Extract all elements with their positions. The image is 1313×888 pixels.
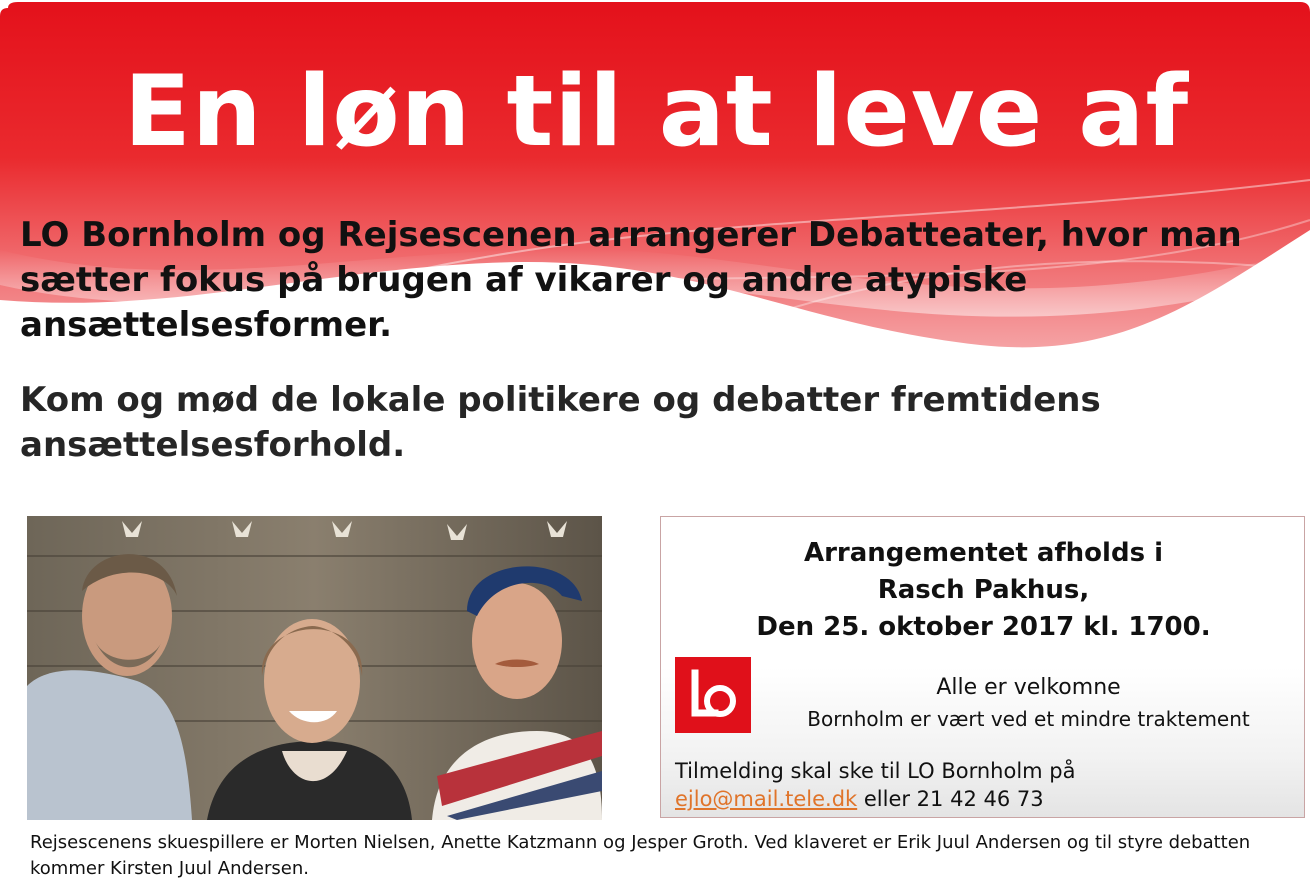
photo-caption: Rejsescenens skuespillere er Morten Nielsen, Anette Katzmann og Jesper Groth. Ved klaveret er Erik Juul Andersen og til styre debatten kommer Kirsten Juul Andersen. — [30, 832, 1251, 879]
lo-logo-icon — [675, 657, 751, 733]
invite-text: Kom og mød de lokale politikere og debatter fremtidens ansættelsesforhold. — [20, 380, 1101, 465]
welcome-block — [751, 672, 1306, 734]
intro-text: LO Bornholm og Rejsescenen arrangerer Debatteater, hvor man sætter fokus på brugen af vikarer og andre atypiske ansættelsesformer. — [20, 215, 1242, 345]
host-text: Bornholm er vært ved et mindre traktement — [807, 707, 1250, 731]
event-info-box — [660, 516, 1305, 818]
email-link[interactable]: ejlo@mail.tele.dk — [675, 787, 858, 811]
event-line-date: Den 25. oktober 2017 kl. 1700. — [756, 612, 1211, 642]
welcome-text: Alle er velkomne — [936, 675, 1121, 700]
signup-block — [675, 757, 1295, 813]
page-title: En løn til at leve af — [123, 55, 1190, 169]
event-line-venue: Rasch Pakhus, — [877, 575, 1090, 605]
event-line-venue-intro: Arrangementet afholds i — [803, 538, 1164, 568]
event-details — [661, 535, 1306, 646]
signup-contact — [675, 785, 1295, 813]
signup-text: Tilmelding skal ske til LO Bornholm på — [675, 759, 1076, 783]
phone-text: eller 21 42 46 73 — [857, 787, 1044, 811]
actors-photo — [27, 516, 602, 820]
